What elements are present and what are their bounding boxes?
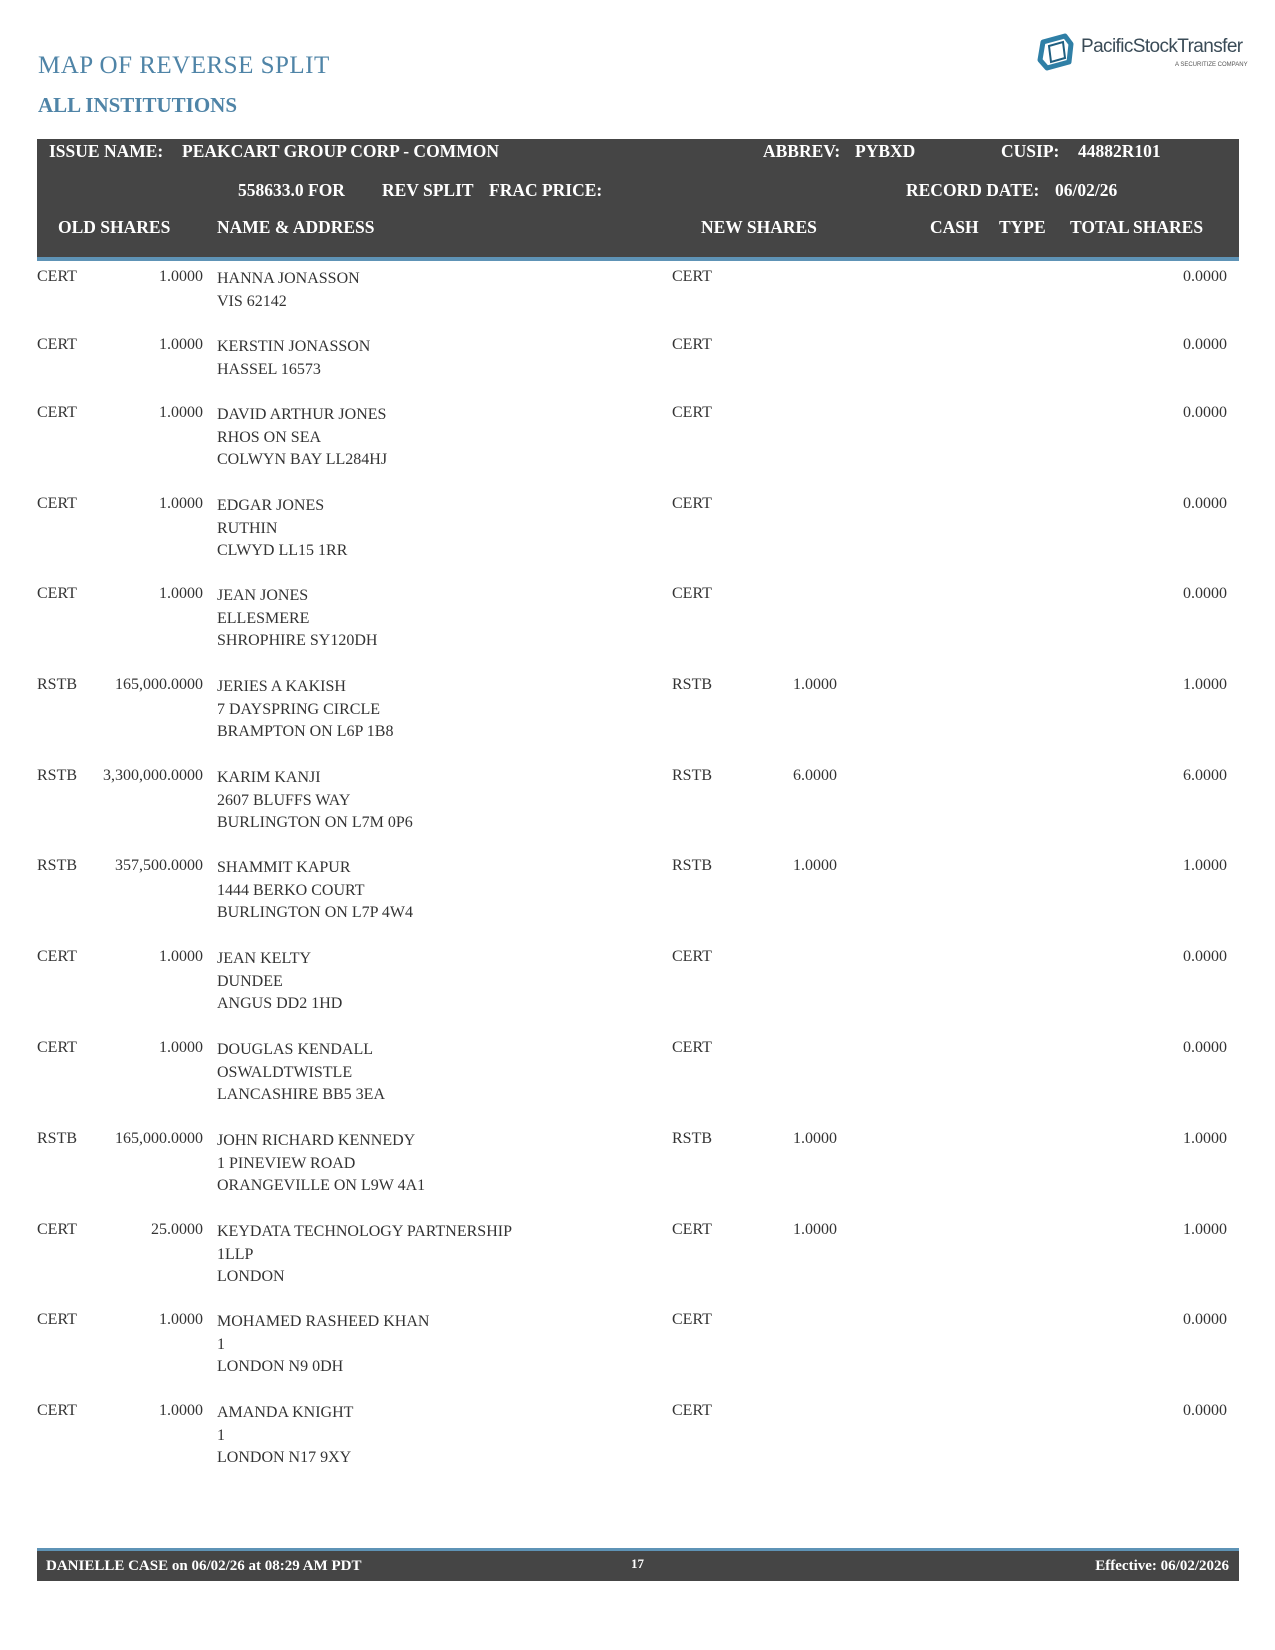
total-shares-value: 1.0000 (1183, 676, 1227, 693)
old-cert-type: CERT (37, 1221, 77, 1238)
old-shares-value: 1.0000 (159, 336, 203, 353)
record-date-value: 06/02/26 (1055, 180, 1118, 200)
old-cert-type: CERT (37, 404, 77, 421)
address-line: ORANGEVILLE ON L9W 4A1 (217, 1177, 426, 1194)
total-shares-value: 0.0000 (1183, 1402, 1227, 1419)
total-shares-value: 1.0000 (1183, 1221, 1227, 1238)
name-address-block (217, 404, 387, 472)
company-logo (1035, 30, 1248, 75)
address-line: DUNDEE (217, 972, 283, 990)
holder-name: JEAN JONES (217, 587, 309, 604)
table-header (37, 139, 1239, 261)
col-old-shares: OLD SHARES (58, 217, 171, 237)
new-shares-value: 1.0000 (793, 676, 837, 693)
footer-effective-date: Effective: 06/02/2026 (1095, 1558, 1229, 1574)
total-shares-value: 0.0000 (1183, 948, 1227, 965)
holder-name: EDGAR JONES (217, 497, 325, 514)
address-line: 2607 BLUFFS WAY (217, 791, 351, 809)
old-shares-value: 1.0000 (159, 948, 203, 965)
logo-tagline: A SECURITIZE COMPANY (1175, 62, 1248, 68)
name-address-block (217, 857, 413, 925)
new-cert-type: RSTB (672, 857, 713, 874)
new-shares-value: 6.0000 (793, 767, 837, 784)
record-date-label: RECORD DATE: (906, 180, 1040, 200)
address-line: 7 DAYSPRING CIRCLE (217, 700, 380, 718)
abbrev-label: ABBREV: (763, 141, 841, 161)
new-cert-type: CERT (672, 1311, 712, 1328)
old-shares-value: 357,500.0000 (115, 857, 203, 874)
name-address-block (217, 948, 342, 1016)
address-line: LONDON N17 9XY (217, 1449, 352, 1466)
holder-name: JEAN KELTY (217, 950, 312, 967)
old-shares-value: 25.0000 (151, 1221, 203, 1238)
old-shares-value: 1.0000 (159, 495, 203, 512)
total-shares-value: 0.0000 (1183, 404, 1227, 421)
old-shares-value: 1.0000 (159, 585, 203, 602)
address-line: BURLINGTON ON L7M 0P6 (217, 814, 413, 831)
name-address-block (217, 495, 347, 563)
old-shares-value: 1.0000 (159, 1402, 203, 1419)
new-cert-type: RSTB (672, 767, 713, 784)
address-line: 1LLP (217, 1245, 254, 1263)
new-cert-type: CERT (672, 1039, 712, 1056)
name-address-block (217, 1130, 425, 1198)
old-cert-type: RSTB (37, 1130, 78, 1147)
new-cert-type: CERT (672, 585, 712, 602)
report-title: MAP OF REVERSE SPLIT (38, 52, 330, 79)
old-cert-type: CERT (37, 585, 77, 602)
name-address-block (217, 336, 370, 381)
old-cert-type: CERT (37, 336, 77, 353)
old-cert-type: CERT (37, 1402, 77, 1419)
old-cert-type: CERT (37, 948, 77, 965)
total-shares-value: 1.0000 (1183, 857, 1227, 874)
holder-name: JERIES A KAKISH (217, 678, 346, 695)
address-line: BURLINGTON ON L7P 4W4 (217, 904, 413, 921)
address-line: 1 (217, 1335, 225, 1353)
new-cert-type: CERT (672, 495, 712, 512)
split-ratio: 558633.0 FOR (238, 180, 345, 200)
new-shares-value: 1.0000 (793, 1221, 837, 1238)
address-line: RUTHIN (217, 519, 278, 537)
address-line: SHROPHIRE SY120DH (217, 632, 378, 649)
name-address-block (217, 767, 413, 835)
old-cert-type: RSTB (37, 767, 78, 784)
holder-name: DAVID ARTHUR JONES (217, 406, 387, 423)
address-line: ANGUS DD2 1HD (217, 995, 343, 1012)
holder-name: DOUGLAS KENDALL (217, 1041, 373, 1058)
cusip-label: CUSIP: (1001, 141, 1060, 161)
new-cert-type: CERT (672, 1221, 712, 1238)
total-shares-value: 0.0000 (1183, 336, 1227, 353)
name-address-block (217, 1402, 353, 1470)
new-shares-value: 1.0000 (793, 1130, 837, 1147)
page-footer (37, 1548, 1239, 1581)
address-line: LANCASHIRE BB5 3EA (217, 1086, 386, 1103)
old-shares-value: 1.0000 (159, 268, 203, 285)
col-total-shares: TOTAL SHARES (1070, 217, 1204, 237)
holder-name: MOHAMED RASHEED KHAN (217, 1313, 430, 1330)
total-shares-value: 0.0000 (1183, 585, 1227, 602)
new-cert-type: CERT (672, 336, 712, 353)
name-address-block (217, 268, 360, 313)
abbrev-value: PYBXD (855, 141, 916, 161)
name-address-block (217, 1221, 512, 1289)
name-address-block (217, 1311, 429, 1379)
new-cert-type: CERT (672, 404, 712, 421)
holder-name: HANNA JONASSON (217, 270, 360, 287)
old-shares-value: 165,000.0000 (115, 1130, 203, 1147)
old-cert-type: CERT (37, 268, 77, 285)
total-shares-value: 0.0000 (1183, 1311, 1227, 1328)
address-line: CLWYD LL15 1RR (217, 542, 348, 559)
old-shares-value: 1.0000 (159, 404, 203, 421)
address-line: ELLESMERE (217, 609, 310, 627)
name-address-block (217, 585, 377, 653)
total-shares-value: 0.0000 (1183, 268, 1227, 285)
holder-name: SHAMMIT KAPUR (217, 859, 351, 876)
holder-name: JOHN RICHARD KENNEDY (217, 1132, 416, 1149)
col-new-shares: NEW SHARES (701, 217, 817, 237)
holder-name: AMANDA KNIGHT (217, 1404, 354, 1421)
address-line: 1 PINEVIEW ROAD (217, 1154, 356, 1172)
footer-prepared-by: DANIELLE CASE on 06/02/26 at 08:29 AM PDT (46, 1558, 362, 1574)
old-cert-type: CERT (37, 1039, 77, 1056)
old-cert-type: CERT (37, 495, 77, 512)
holder-name: KEYDATA TECHNOLOGY PARTNERSHIP (217, 1223, 512, 1240)
address-line: 1 (217, 1426, 225, 1444)
new-cert-type: CERT (672, 1402, 712, 1419)
issue-name-label: ISSUE NAME: (49, 141, 164, 161)
name-address-block (217, 1039, 385, 1107)
col-type: TYPE (999, 217, 1046, 237)
pacific-stock-transfer-logo-icon (1035, 32, 1075, 72)
address-line: BRAMPTON ON L6P 1B8 (217, 723, 394, 740)
total-shares-value: 6.0000 (1183, 767, 1227, 784)
new-shares-value: 1.0000 (793, 857, 837, 874)
new-cert-type: CERT (672, 268, 712, 285)
new-cert-type: CERT (672, 948, 712, 965)
col-name-address: NAME & ADDRESS (217, 217, 375, 237)
old-shares-value: 3,300,000.0000 (103, 767, 203, 784)
address-line: COLWYN BAY LL284HJ (217, 451, 388, 468)
address-line: RHOS ON SEA (217, 428, 322, 446)
logo-brand-text: PacificStockTransfer (1081, 36, 1243, 57)
col-cash: CASH (930, 217, 979, 237)
report-subtitle: ALL INSTITUTIONS (38, 93, 237, 117)
address-line: HASSEL 16573 (217, 360, 321, 378)
holder-name: KARIM KANJI (217, 769, 321, 786)
address-line: VIS 62142 (217, 292, 287, 310)
total-shares-value: 1.0000 (1183, 1130, 1227, 1147)
old-cert-type: RSTB (37, 676, 78, 693)
old-cert-type: RSTB (37, 857, 78, 874)
total-shares-value: 0.0000 (1183, 1039, 1227, 1056)
holder-name: KERSTIN JONASSON (217, 338, 371, 355)
old-shares-value: 1.0000 (159, 1039, 203, 1056)
new-cert-type: RSTB (672, 1130, 713, 1147)
address-line: OSWALDTWISTLE (217, 1063, 353, 1081)
address-line: LONDON N9 0DH (217, 1358, 344, 1375)
cusip-value: 44882R101 (1078, 141, 1161, 161)
total-shares-value: 0.0000 (1183, 495, 1227, 512)
name-address-block (217, 676, 393, 744)
address-line: 1444 BERKO COURT (217, 881, 365, 899)
rev-split-label: REV SPLIT (382, 180, 474, 200)
issue-name-value: PEAKCART GROUP CORP - COMMON (182, 141, 499, 161)
old-shares-value: 165,000.0000 (115, 676, 203, 693)
page-number: 17 (631, 1556, 644, 1571)
old-cert-type: CERT (37, 1311, 77, 1328)
new-cert-type: RSTB (672, 676, 713, 693)
frac-price-label: FRAC PRICE: (489, 180, 603, 200)
old-shares-value: 1.0000 (159, 1311, 203, 1328)
address-line: LONDON (217, 1268, 285, 1285)
